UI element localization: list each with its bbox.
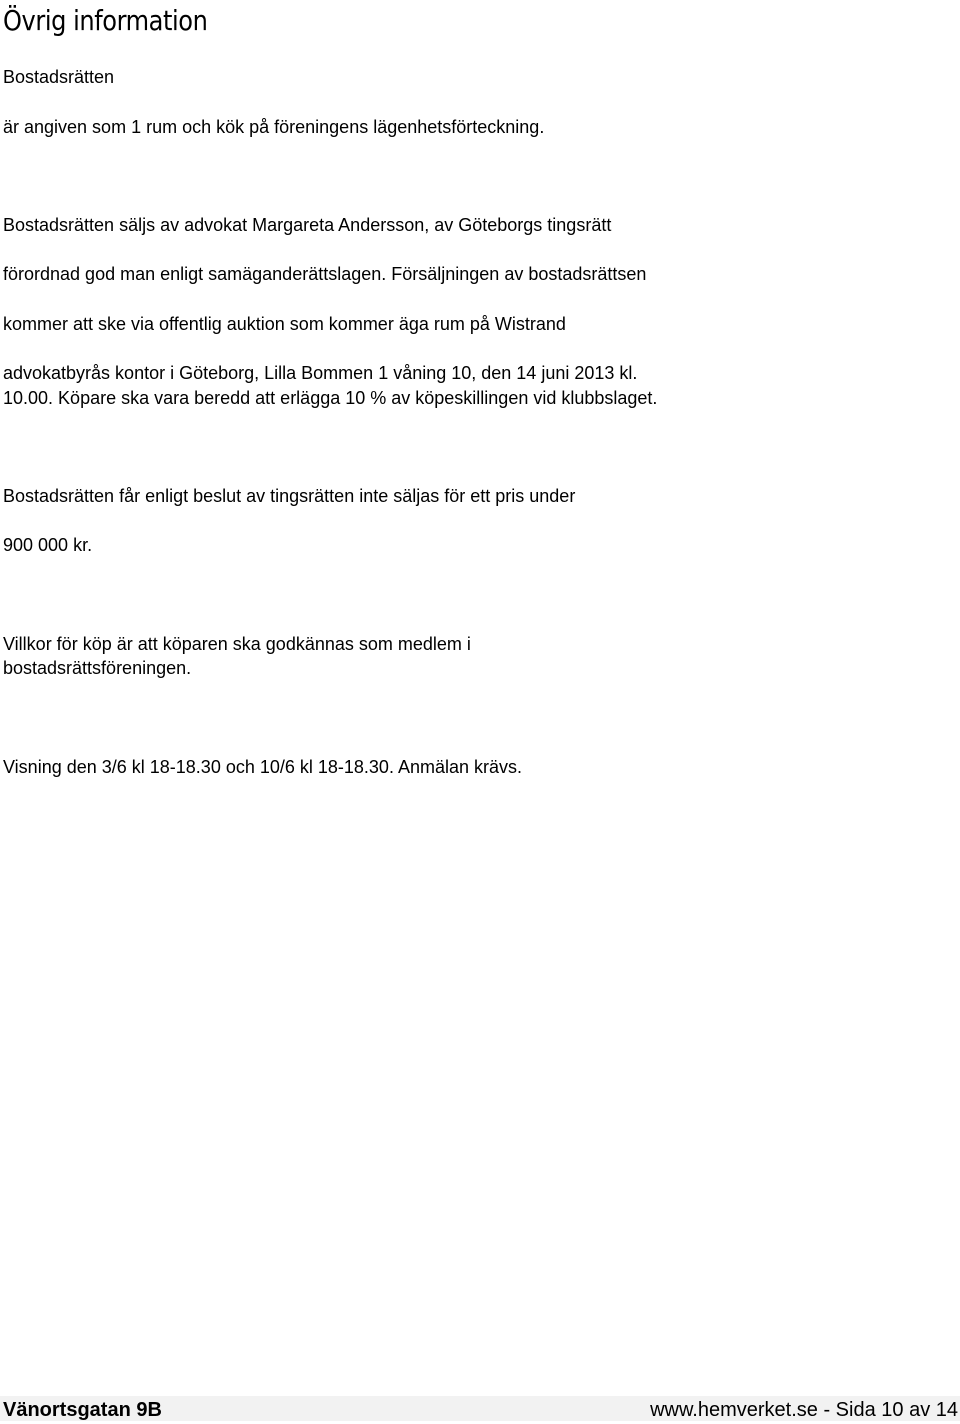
text-line-rum-och-kok: är angiven som 1 rum och kök på föreningens lägenhetsförteckning. xyxy=(3,117,545,137)
text-line-bostadsratten: Bostadsrätten xyxy=(3,67,115,87)
text-line-visning: Visning den 3/6 kl 18-18.30 och 10/6 kl 18-18.30. Anmälan krävs. xyxy=(3,757,523,777)
footer-page-info: www.hemverket.se - Sida 10 av 14 xyxy=(650,1399,958,1421)
page-title: Övrig information xyxy=(3,4,208,37)
text-line-pris-under: Bostadsrätten får enligt beslut av tingsrätten inte säljas för ett pris under xyxy=(3,486,576,506)
text-line-villkor: Villkor för köp är att köparen ska godkännas som medlem i xyxy=(3,634,471,654)
text-line-foreningen: bostadsrättsföreningen. xyxy=(3,658,192,678)
text-line-saljs-av: Bostadsrätten säljs av advokat Margareta Andersson, av Göteborgs tingsrätt xyxy=(3,215,612,235)
text-line-offentlig-auktion: kommer att ske via offentlig auktion som kommer äga rum på Wistrand xyxy=(3,314,566,334)
footer-address: Vänortsgatan 9B xyxy=(3,1399,162,1421)
page-footer xyxy=(0,1396,960,1421)
text-line-min-price: 900 000 kr. xyxy=(3,535,93,555)
text-line-forordnad: förordnad god man enligt samäganderättslagen. Försäljningen av bostadsrättsen xyxy=(3,264,647,284)
text-line-kopare: 10.00. Köpare ska vara beredd att erlägga 10 % av köpeskillingen vid klubbslaget. xyxy=(3,388,658,408)
text-line-kontor: advokatbyrås kontor i Göteborg, Lilla Bommen 1 våning 10, den 14 juni 2013 kl. xyxy=(3,363,638,383)
